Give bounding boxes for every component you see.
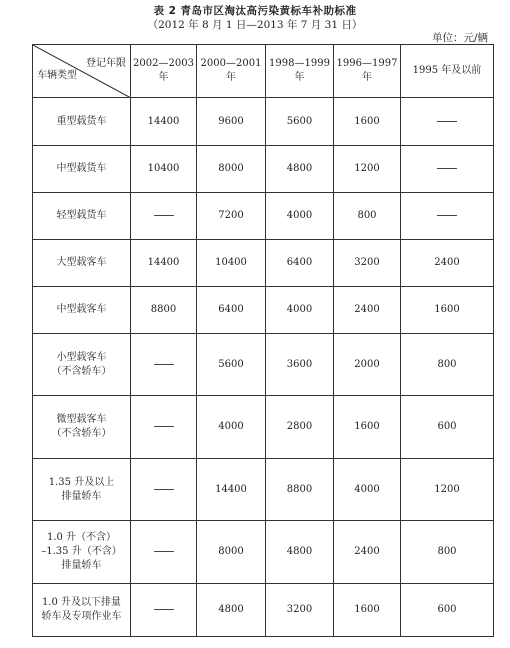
column-header: 2002—2003 年 bbox=[131, 45, 197, 98]
table-cell: 2400 bbox=[334, 287, 401, 334]
row-label: 中型载货车 bbox=[33, 146, 131, 193]
table-cell: 6400 bbox=[266, 240, 334, 287]
column-header: 2000—2001 年 bbox=[197, 45, 266, 98]
unit-label: 单位：元/辆 bbox=[431, 32, 488, 44]
table-cell: 800 bbox=[334, 193, 401, 240]
table-cell: 1600 bbox=[334, 98, 401, 146]
table-row bbox=[33, 584, 494, 637]
table-cell: 600 bbox=[401, 396, 494, 459]
table-cell bbox=[131, 459, 197, 521]
row-label: 小型载客车 （不含轿车） bbox=[33, 334, 131, 396]
table-cell: 10400 bbox=[197, 240, 266, 287]
table-cell: 1200 bbox=[334, 146, 401, 193]
table-cell: 8800 bbox=[131, 287, 197, 334]
table-row bbox=[33, 459, 494, 521]
table-cell: 4000 bbox=[334, 459, 401, 521]
empty-dash bbox=[154, 426, 174, 427]
table-cell: 800 bbox=[401, 334, 494, 396]
empty-dash bbox=[437, 215, 457, 216]
table-row bbox=[33, 193, 494, 240]
table-cell bbox=[131, 334, 197, 396]
table-cell bbox=[401, 193, 494, 240]
corner-label-year: 登记年限 bbox=[86, 58, 126, 69]
table-cell: 8800 bbox=[266, 459, 334, 521]
table-row bbox=[33, 146, 494, 193]
table-cell: 1600 bbox=[334, 584, 401, 637]
table-title: 表 2 青岛市区淘汰高污染黄标车补助标准 bbox=[153, 5, 357, 17]
table-cell: 4000 bbox=[197, 396, 266, 459]
table-cell: 3200 bbox=[334, 240, 401, 287]
table-cell: 10400 bbox=[131, 146, 197, 193]
table-cell: 8000 bbox=[197, 521, 266, 584]
row-label: 1.0 升（不含） –1.35 升（不含） 排量轿车 bbox=[33, 521, 131, 584]
table-subtitle: （2012 年 8 月 1 日—2013 年 7 月 31 日） bbox=[147, 19, 363, 31]
table-cell: 5600 bbox=[197, 334, 266, 396]
table-cell: 2400 bbox=[401, 240, 494, 287]
corner-cell bbox=[33, 45, 131, 98]
table-row bbox=[33, 521, 494, 584]
table-cell: 2400 bbox=[334, 521, 401, 584]
table-cell: 1600 bbox=[401, 287, 494, 334]
row-label: 微型载客车 （不含轿车） bbox=[33, 396, 131, 459]
row-label: 重型载货车 bbox=[33, 98, 131, 146]
empty-dash bbox=[154, 364, 174, 365]
row-label: 1.0 升及以下排量 轿车及专项作业车 bbox=[33, 584, 131, 637]
table-cell: 5600 bbox=[266, 98, 334, 146]
table-cell: 2000 bbox=[334, 334, 401, 396]
table-cell: 14400 bbox=[131, 98, 197, 146]
empty-dash bbox=[154, 489, 174, 490]
corner-label-type: 车辆类型 bbox=[37, 70, 77, 81]
table-cell: 800 bbox=[401, 521, 494, 584]
table-row bbox=[33, 98, 494, 146]
empty-dash bbox=[154, 215, 174, 216]
table-cell: 4800 bbox=[197, 584, 266, 637]
column-header: 1996—1997 年 bbox=[334, 45, 401, 98]
row-label: 大型载客车 bbox=[33, 240, 131, 287]
table-cell: 3200 bbox=[266, 584, 334, 637]
table-cell bbox=[131, 521, 197, 584]
empty-dash bbox=[154, 609, 174, 610]
table-cell: 2800 bbox=[266, 396, 334, 459]
table-row bbox=[33, 287, 494, 334]
header-row bbox=[33, 45, 494, 98]
table-cell: 9600 bbox=[197, 98, 266, 146]
table-cell: 8000 bbox=[197, 146, 266, 193]
row-label: 轻型载货车 bbox=[33, 193, 131, 240]
table-cell bbox=[401, 146, 494, 193]
table-cell: 1200 bbox=[401, 459, 494, 521]
table-cell: 4000 bbox=[266, 287, 334, 334]
table-cell: 4000 bbox=[266, 193, 334, 240]
empty-dash bbox=[437, 168, 457, 169]
column-header: 1998—1999 年 bbox=[266, 45, 334, 98]
table-cell: 6400 bbox=[197, 287, 266, 334]
row-label: 1.35 升及以上 排量轿车 bbox=[33, 459, 131, 521]
table-row bbox=[33, 334, 494, 396]
table-row bbox=[33, 396, 494, 459]
subsidy-table bbox=[32, 44, 494, 637]
table-cell: 14400 bbox=[197, 459, 266, 521]
row-label: 中型载客车 bbox=[33, 287, 131, 334]
table-cell: 14400 bbox=[131, 240, 197, 287]
table-cell: 4800 bbox=[266, 146, 334, 193]
table-cell: 600 bbox=[401, 584, 494, 637]
table-cell: 1600 bbox=[334, 396, 401, 459]
column-header: 1995 年及以前 bbox=[401, 45, 494, 98]
table-cell bbox=[401, 98, 494, 146]
table-cell: 4800 bbox=[266, 521, 334, 584]
table-cell bbox=[131, 193, 197, 240]
table-cell: 7200 bbox=[197, 193, 266, 240]
table-cell bbox=[131, 584, 197, 637]
empty-dash bbox=[154, 551, 174, 552]
empty-dash bbox=[437, 121, 457, 122]
table-row bbox=[33, 240, 494, 287]
table-cell: 3600 bbox=[266, 334, 334, 396]
table-cell bbox=[131, 396, 197, 459]
